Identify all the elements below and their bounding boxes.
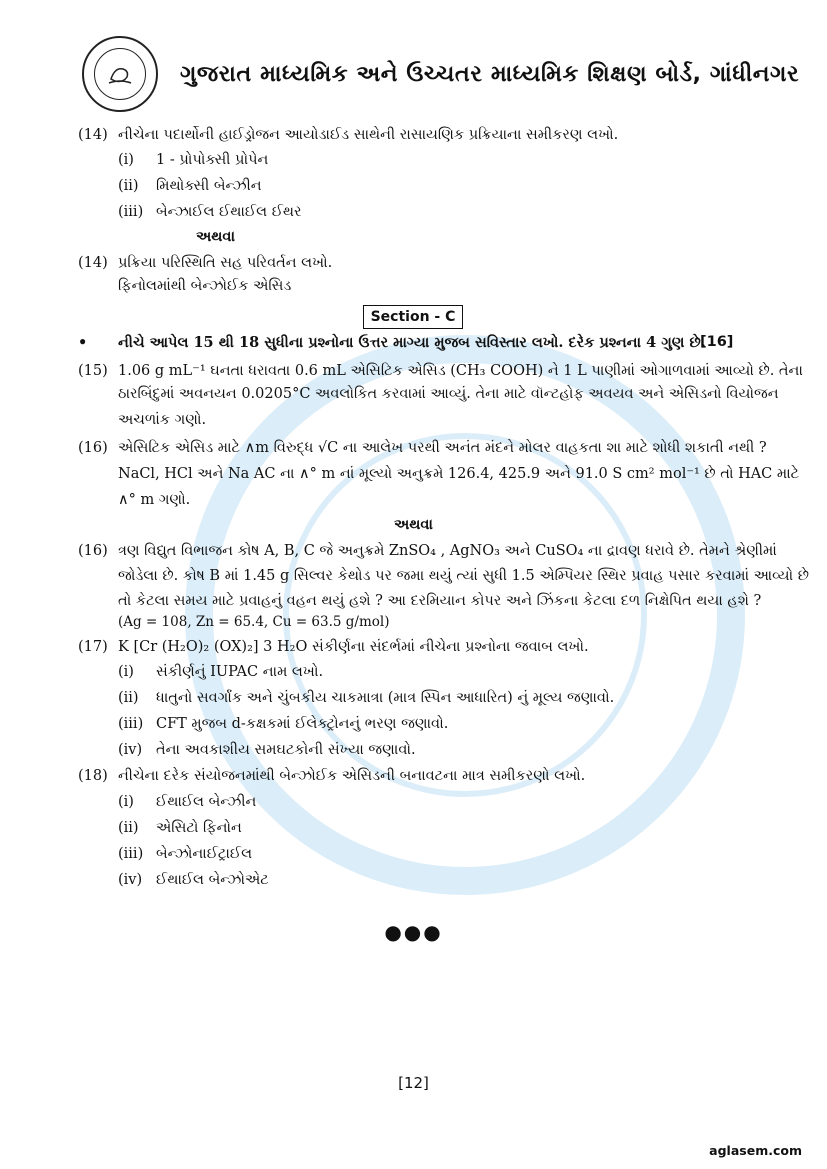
- question-14: (14) નીચેના પદાર્થોની હાઈડ્રોજન આયોડાઈડ સાથેની રાસાયણિક પ્રક્રિયાના સમીકરણ લખો.: [78, 127, 619, 143]
- q15-line: ઠારબિંદુમાં અવનયન 0.0205°C અવલોકિત કરવામાં આવ્યું. તેના માટે વૉન્ટહોફ અવયવ અને એસિડનો વિયોજન: [118, 386, 779, 402]
- page-number: [12]: [398, 1074, 429, 1092]
- question-16-alt: (16) ત્રણ વિદ્યુત વિભાજન કોષ A, B, C જે અનુક્રમે ZnSO₄ , AgNO₃ અને CuSO₄ ના દ્રાવણ ધરાવે છે. તેમને શ્રેણીમાં: [78, 543, 777, 559]
- q16-alt-line: તો કેટલા સમય માટે પ્રવાહનું વહન થયું હશે ? આ દરમિયાન કોપર અને ઝિંકના કેટલા દળ નિક્ષેપિત થયા હશે ?: [118, 593, 762, 609]
- q15-line: અચળાંક ગણો.: [118, 412, 207, 428]
- q18-item: (i) ઈથાઈલ બેન્ઝીન: [118, 794, 257, 810]
- or-label: અથવા: [196, 228, 236, 245]
- section-instruction: • નીચે આપેલ 15 થી 18 સુધીના પ્રશ્નોના ઉત્તર માગ્યા મુજબ સવિસ્તાર લખો. દરેક પ્રશ્નના 4 ગુણ છે.: [78, 334, 706, 351]
- question-15: (15) 1.06 g mL⁻¹ ઘનતા ધરાવતા 0.6 mL એસિટિક એસિડ (CH₃ COOH) ને 1 L પાણીમાં ઓગાળવામાં આવ્યો છે. તેના: [78, 363, 803, 379]
- q14-item: (ii) મિથોક્સી બેન્ઝીન: [118, 178, 262, 194]
- question-17: (17) K [Cr (H₂O)₂ (OX)₂] 3 H₂O સંકીર્ણના સંદર્ભમાં નીચેના પ્રશ્નોના જવાબ લખો.: [78, 639, 589, 655]
- q16-line: ∧° m ગણો.: [118, 492, 191, 508]
- q17-item: (ii) ધાતુનો સવર્ગાંક અને ચુંબકીય ચાકમાત્રા (માત્ર સ્પિન આધારિત) નું મૂલ્ય જણાવો.: [118, 690, 615, 706]
- question-14-alt: (14) પ્રક્રિયા પરિસ્થિતિ સહ પરિવર્તન લખો.: [78, 255, 333, 271]
- q18-item: (iv) ઈથાઈલ બેન્ઝોએટ: [118, 872, 269, 888]
- q17-item: (iii) CFT મુજબ d-કક્ષકમાં ઈલેક્ટ્રોનનું ભરણ જણાવો.: [118, 716, 449, 732]
- question-18: (18) નીચેના દરેક સંયોજનમાંથી બેન્ઝોઈક એસિડની બનાવટના માત્ર સમીકરણો લખો.: [78, 768, 586, 784]
- page-header: [82, 34, 800, 114]
- question-16: (16) એસિટિક એસિડ માટે ∧m વિરુદ્ધ √C ના આલેખ પરથી અનંત મંદને મોલર વાહકતા શા માટે શોધી શકાતી નથી ?: [78, 440, 767, 456]
- q17-item: (iv) તેના અવકાશીય સમઘટકોની સંખ્યા જણાવો.: [118, 742, 416, 758]
- q18-item: (ii) એસિટો ફિનોન: [118, 820, 242, 836]
- q17-item: (i) સંકીર્ણનું IUPAC નામ લખો.: [118, 664, 324, 680]
- section-marks: [16]: [700, 334, 734, 350]
- footer-site: aglasem.com: [709, 1143, 802, 1158]
- q14-item: (iii) બેન્ઝાઈલ ઈથાઈલ ઈથર: [118, 204, 302, 220]
- question-14-alt-detail: ફિનોલમાંથી બેન્ઝોઈક એસિડ: [118, 278, 292, 294]
- board-logo-icon: [82, 36, 158, 112]
- or-label: અથવા: [393, 516, 433, 533]
- end-dots: ●●●: [384, 920, 443, 944]
- section-heading: Section - C: [363, 305, 463, 329]
- q14-item: (i) 1 - પ્રોપોક્સી પ્રોપેન: [118, 152, 269, 168]
- q16-line: NaCl, HCl અને Na AC ના ∧° m નાં મૂલ્યો અનુક્રમે 126.4, 425.9 અને 91.0 S cm² mol⁻¹ છે તો HAC માટે: [118, 466, 800, 482]
- q16-alt-line: (Ag = 108, Zn = 65.4, Cu = 63.5 g/mol): [118, 614, 390, 630]
- q16-alt-line: જોડેલા છે. કોષ B માં 1.45 g સિલ્વર કેથોડ પર જમા થયું ત્યાં સુધી 1.5 એમ્પિયર સ્થિર પ્રવાહ પસાર કરવામાં આવ્યો છે: [118, 568, 809, 584]
- q18-item: (iii) બેન્ઝોનાઈટ્રાઈલ: [118, 846, 253, 862]
- board-title: ગુજરાત માધ્યમિક અને ઉચ્ચતર માધ્યમિક શિક્ષણ બોર્ડ, ગાંધીનગર: [180, 61, 800, 87]
